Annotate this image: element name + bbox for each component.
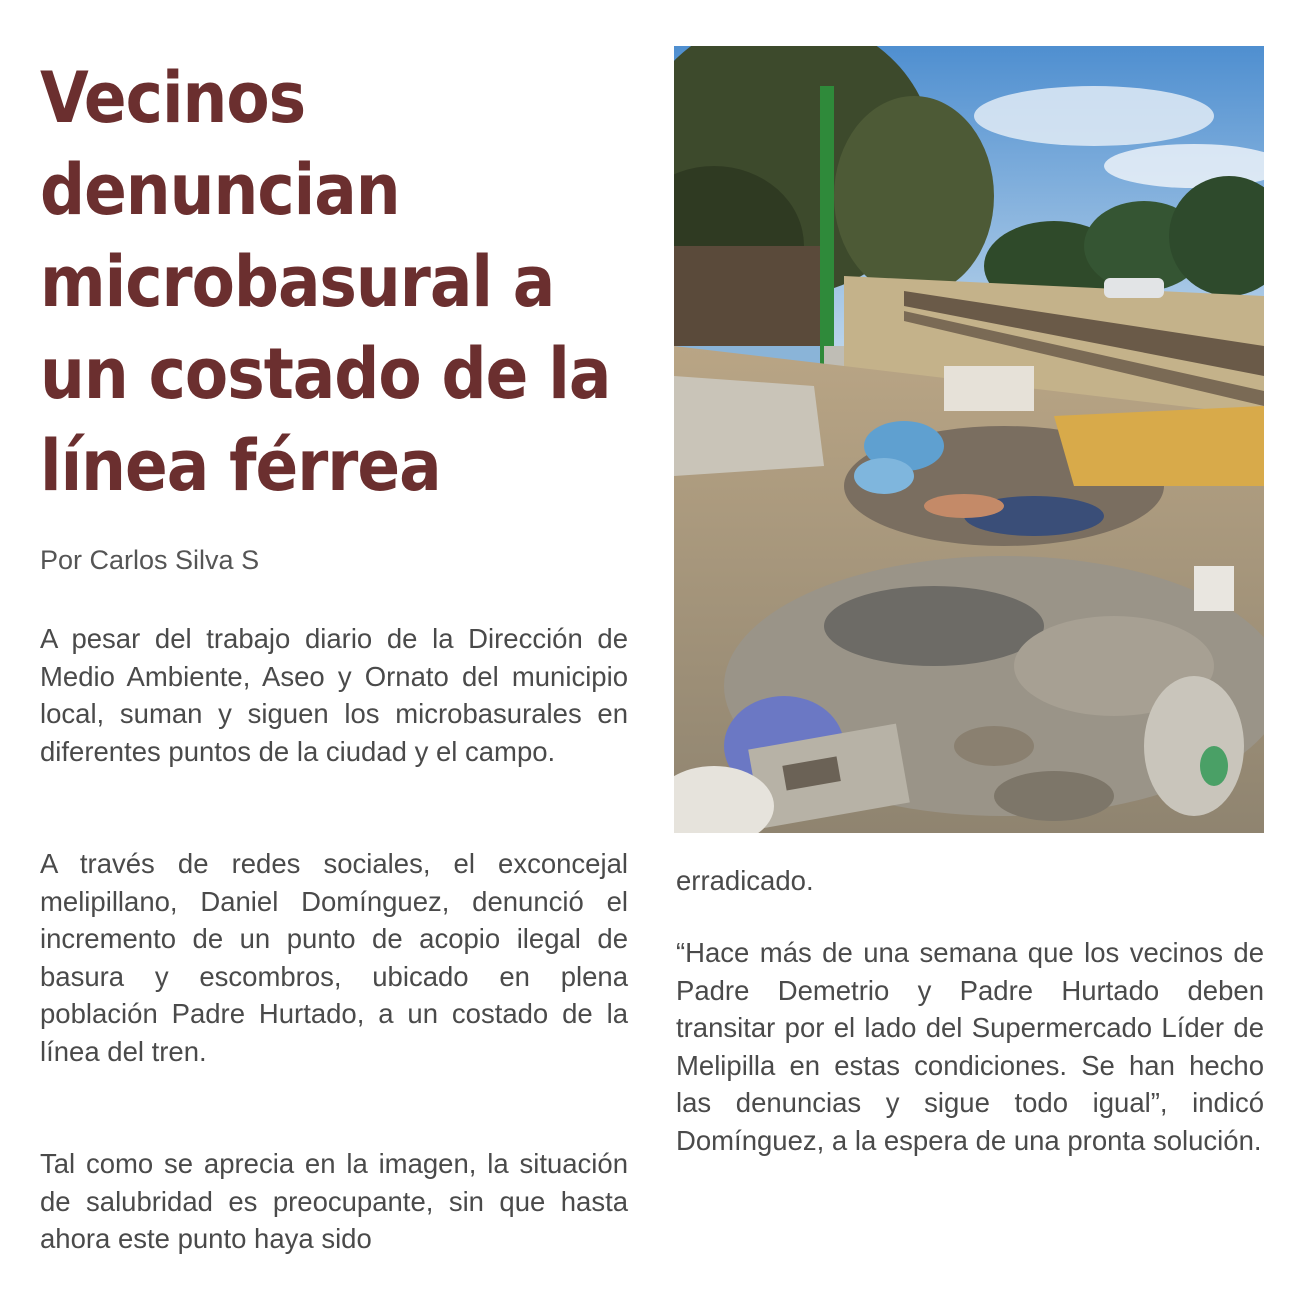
paragraph-1: A pesar del trabajo diario de la Dirección de Medio Ambiente, Aseo y Ornato del municipio local, suman y siguen los microbasurales en diferentes puntos de la ciudad y el campo. xyxy=(40,623,628,767)
paragraph-3-continued: erradicado. xyxy=(676,865,814,896)
byline: Por Carlos Silva S xyxy=(40,545,260,575)
paragraph-2: A través de redes sociales, el exconcejal melipillano, Daniel Domínguez, denunció el incremento de un punto de acopio ilegal de basura y escombros, ubicado en plena población Padre Hurtado, a un costado de la línea del tren. xyxy=(40,848,628,1067)
paragraph-3: Tal como se aprecia en la imagen, la situación de salubridad es preocupante, sin que hasta ahora este punto haya sido xyxy=(40,1148,628,1254)
paragraph-4-quote: “Hace más de una semana que los vecinos de Padre Demetrio y Padre Hurtado deben transitar por el lado del Supermercado Líder de Melipilla en estas condiciones. Se han hecho las denuncias y sigue todo igual”, indicó Domínguez, a la espera de una pronta solución. xyxy=(676,937,1264,1156)
article-photo xyxy=(674,46,1264,833)
headline: Vecinos denuncian microbasural a un costado de la línea férrea xyxy=(40,57,611,507)
illegal-dump-photo xyxy=(674,46,1264,833)
